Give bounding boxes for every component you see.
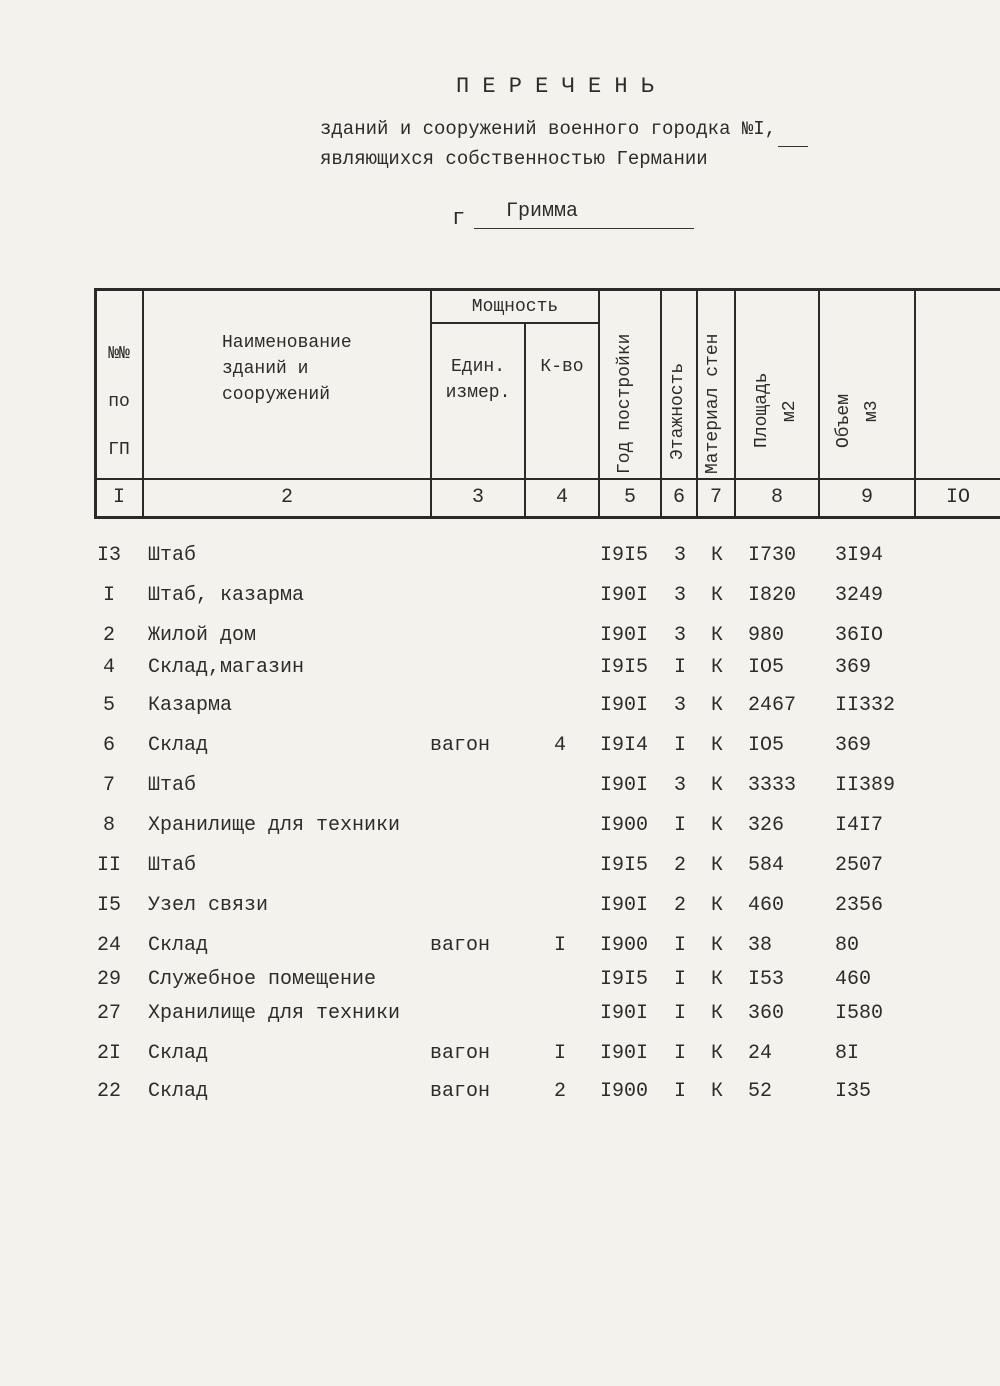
cell-year: I90I <box>600 1002 649 1025</box>
cell-name: Жилой дом <box>148 624 257 647</box>
city-value: Гримма <box>506 200 579 223</box>
cell-area: 326 <box>748 814 785 837</box>
cell-volume: 36IO <box>835 624 884 647</box>
cell-no: 22 <box>96 1080 121 1103</box>
cell-floors: I <box>673 1002 686 1025</box>
cell-no: I <box>102 584 115 607</box>
cell-volume: 2356 <box>835 894 884 917</box>
col-border-4 <box>598 288 600 519</box>
cell-volume: I4I7 <box>835 814 884 837</box>
cell-name: Склад <box>148 1080 209 1103</box>
cell-material: К <box>710 774 723 797</box>
colnum-9: 9 <box>860 486 873 509</box>
header-name: Наименование зданий и сооружений <box>222 333 352 405</box>
cell-material: К <box>710 544 723 567</box>
header-no: №№ по ГП <box>108 344 130 460</box>
cell-year: I90I <box>600 894 649 917</box>
colnum-10: IO <box>945 486 970 509</box>
cell-name: Хранилище для техники <box>148 814 401 837</box>
col-border-5 <box>660 288 662 519</box>
cell-volume: 3I94 <box>835 544 884 567</box>
cell-floors: I <box>673 934 686 957</box>
colnum-6: 6 <box>672 486 685 509</box>
cell-floors: 3 <box>673 774 686 797</box>
cell-volume: I580 <box>835 1002 884 1025</box>
cell-no: 2 <box>102 624 115 647</box>
cell-volume: 3249 <box>835 584 884 607</box>
cell-material: К <box>710 694 723 717</box>
table-row <box>0 584 1000 614</box>
cell-qty: I <box>553 934 566 957</box>
header-unit: Един. измер. <box>445 357 511 403</box>
header-volume-label: Объем <box>834 393 854 448</box>
cell-year: I9I4 <box>600 734 649 757</box>
cell-volume: II332 <box>835 694 896 717</box>
cell-material: К <box>710 968 723 991</box>
cell-name: Склад <box>148 734 209 757</box>
cell-volume: 369 <box>835 656 872 679</box>
colnum-7: 7 <box>709 486 722 509</box>
cell-material: К <box>710 1042 723 1065</box>
table-row <box>0 894 1000 924</box>
cell-no: 6 <box>102 734 115 757</box>
cell-material: К <box>710 734 723 757</box>
table-row <box>0 656 1000 686</box>
cell-no: 27 <box>96 1002 121 1025</box>
garrison-number-underline <box>778 146 808 147</box>
cell-area: 38 <box>748 934 773 957</box>
cell-no: 7 <box>102 774 115 797</box>
cell-area: IO5 <box>748 656 785 679</box>
cell-no: 4 <box>102 656 115 679</box>
cell-floors: I <box>673 1080 686 1103</box>
subtitle-prefix: зданий и сооружений военного городка № <box>320 118 754 140</box>
table-row <box>0 734 1000 764</box>
cell-year: I900 <box>600 934 649 957</box>
cell-material: К <box>710 894 723 917</box>
cell-no: I5 <box>96 894 121 917</box>
cell-year: I900 <box>600 814 649 837</box>
cell-material: К <box>710 656 723 679</box>
cell-floors: 3 <box>673 624 686 647</box>
cell-area: I53 <box>748 968 785 991</box>
colnum-1: I <box>112 486 125 509</box>
cell-name: Узел связи <box>148 894 269 917</box>
header-area-label: Площадь <box>752 372 772 448</box>
cell-year: I90I <box>600 584 649 607</box>
garrison-number: I <box>753 118 765 140</box>
table-row <box>0 544 1000 574</box>
header-capacity: Мощность <box>471 297 559 317</box>
header-year: Год постройки <box>615 333 635 474</box>
cell-year: I9I5 <box>600 544 649 567</box>
cell-volume: 8I <box>835 1042 860 1065</box>
document-title: П Е Р Е Ч Е Н Ь <box>455 74 655 99</box>
table-row <box>0 1042 1000 1072</box>
table-row <box>0 968 1000 998</box>
cell-year: I9I5 <box>600 656 649 679</box>
city-label: г <box>452 206 466 231</box>
cell-year: I900 <box>600 1080 649 1103</box>
cell-floors: 3 <box>673 694 686 717</box>
cell-unit: вагон <box>430 934 491 957</box>
cell-floors: I <box>673 1042 686 1065</box>
cell-material: К <box>710 854 723 877</box>
cell-floors: 3 <box>673 584 686 607</box>
col-border-9 <box>914 288 916 519</box>
cell-material: К <box>710 934 723 957</box>
subtitle-line-2: являющихся собственностью Германии <box>320 148 708 170</box>
colnum-3: 3 <box>471 486 484 509</box>
cell-area: 52 <box>748 1080 773 1103</box>
cell-no: II <box>96 854 121 877</box>
col-border-7 <box>734 288 736 519</box>
table-row <box>0 1080 1000 1110</box>
cell-year: I90I <box>600 624 649 647</box>
cell-area: 980 <box>748 624 785 647</box>
cell-no: 5 <box>102 694 115 717</box>
cell-qty: 2 <box>553 1080 566 1103</box>
cell-area: I730 <box>748 544 797 567</box>
cell-unit: вагон <box>430 734 491 757</box>
cell-floors: 3 <box>673 544 686 567</box>
cell-material: К <box>710 1080 723 1103</box>
cell-volume: 2507 <box>835 854 884 877</box>
cell-floors: I <box>673 656 686 679</box>
cell-name: Служебное помещение <box>148 968 377 991</box>
cell-area: I820 <box>748 584 797 607</box>
cell-unit: вагон <box>430 1042 491 1065</box>
cell-name: Склад,магазин <box>148 656 305 679</box>
cell-name: Штаб <box>148 544 197 567</box>
subtitle-suffix: , <box>764 118 777 140</box>
cell-floors: 2 <box>673 894 686 917</box>
table-row <box>0 694 1000 724</box>
cell-year: I90I <box>600 1042 649 1065</box>
cell-name: Казарма <box>148 694 233 717</box>
capacity-divider <box>432 322 598 324</box>
cell-material: К <box>710 1002 723 1025</box>
cell-year: I9I5 <box>600 854 649 877</box>
table-row <box>0 934 1000 964</box>
cell-year: I90I <box>600 694 649 717</box>
cell-volume: 369 <box>835 734 872 757</box>
cell-name: Штаб <box>148 854 197 877</box>
cell-area: IO5 <box>748 734 785 757</box>
cell-name: Склад <box>148 934 209 957</box>
cell-volume: 80 <box>835 934 860 957</box>
colnum-8: 8 <box>770 486 783 509</box>
cell-floors: I <box>673 814 686 837</box>
colnum-4: 4 <box>555 486 568 509</box>
table-row <box>0 814 1000 844</box>
col-border-6 <box>696 288 698 519</box>
cell-no: I3 <box>96 544 121 567</box>
cell-material: К <box>710 814 723 837</box>
cell-year: I9I5 <box>600 968 649 991</box>
col-border-1 <box>142 288 144 519</box>
cell-area: 460 <box>748 894 785 917</box>
table-row <box>0 854 1000 884</box>
cell-area: 584 <box>748 854 785 877</box>
cell-volume: I35 <box>835 1080 872 1103</box>
col-border-8 <box>818 288 820 519</box>
cell-no: 2I <box>96 1042 121 1065</box>
city-underline <box>474 228 694 229</box>
cell-name: Штаб, казарма <box>148 584 305 607</box>
cell-material: К <box>710 584 723 607</box>
header-material: Материал стен <box>703 333 723 474</box>
table-row <box>0 1002 1000 1032</box>
header-qty: К-во <box>540 357 584 377</box>
header-floors: Этажность <box>668 362 688 460</box>
cell-year: I90I <box>600 774 649 797</box>
subtitle-line-1 <box>320 118 776 140</box>
cell-no: 24 <box>96 934 121 957</box>
cell-no: 29 <box>96 968 121 991</box>
colnum-5: 5 <box>623 486 636 509</box>
cell-area: 24 <box>748 1042 773 1065</box>
table-row <box>0 624 1000 654</box>
cell-name: Склад <box>148 1042 209 1065</box>
cell-area: 360 <box>748 1002 785 1025</box>
header-area-unit: м2 <box>780 400 800 422</box>
cell-area: 2467 <box>748 694 797 717</box>
header-top-line <box>94 288 1000 291</box>
cell-floors: 2 <box>673 854 686 877</box>
cell-qty: I <box>553 1042 566 1065</box>
cell-floors: I <box>673 734 686 757</box>
colnum-2: 2 <box>280 486 293 509</box>
header-middle-line <box>94 478 1000 480</box>
cell-volume: 460 <box>835 968 872 991</box>
cell-name: Хранилище для техники <box>148 1002 401 1025</box>
cell-material: К <box>710 624 723 647</box>
cell-floors: I <box>673 968 686 991</box>
header-volume-unit: м3 <box>862 400 882 422</box>
cell-area: 3333 <box>748 774 797 797</box>
cell-unit: вагон <box>430 1080 491 1103</box>
cell-no: 8 <box>102 814 115 837</box>
cell-name: Штаб <box>148 774 197 797</box>
table-row <box>0 774 1000 804</box>
header-bottom-line <box>94 516 1000 519</box>
cell-qty: 4 <box>553 734 566 757</box>
cell-volume: II389 <box>835 774 896 797</box>
